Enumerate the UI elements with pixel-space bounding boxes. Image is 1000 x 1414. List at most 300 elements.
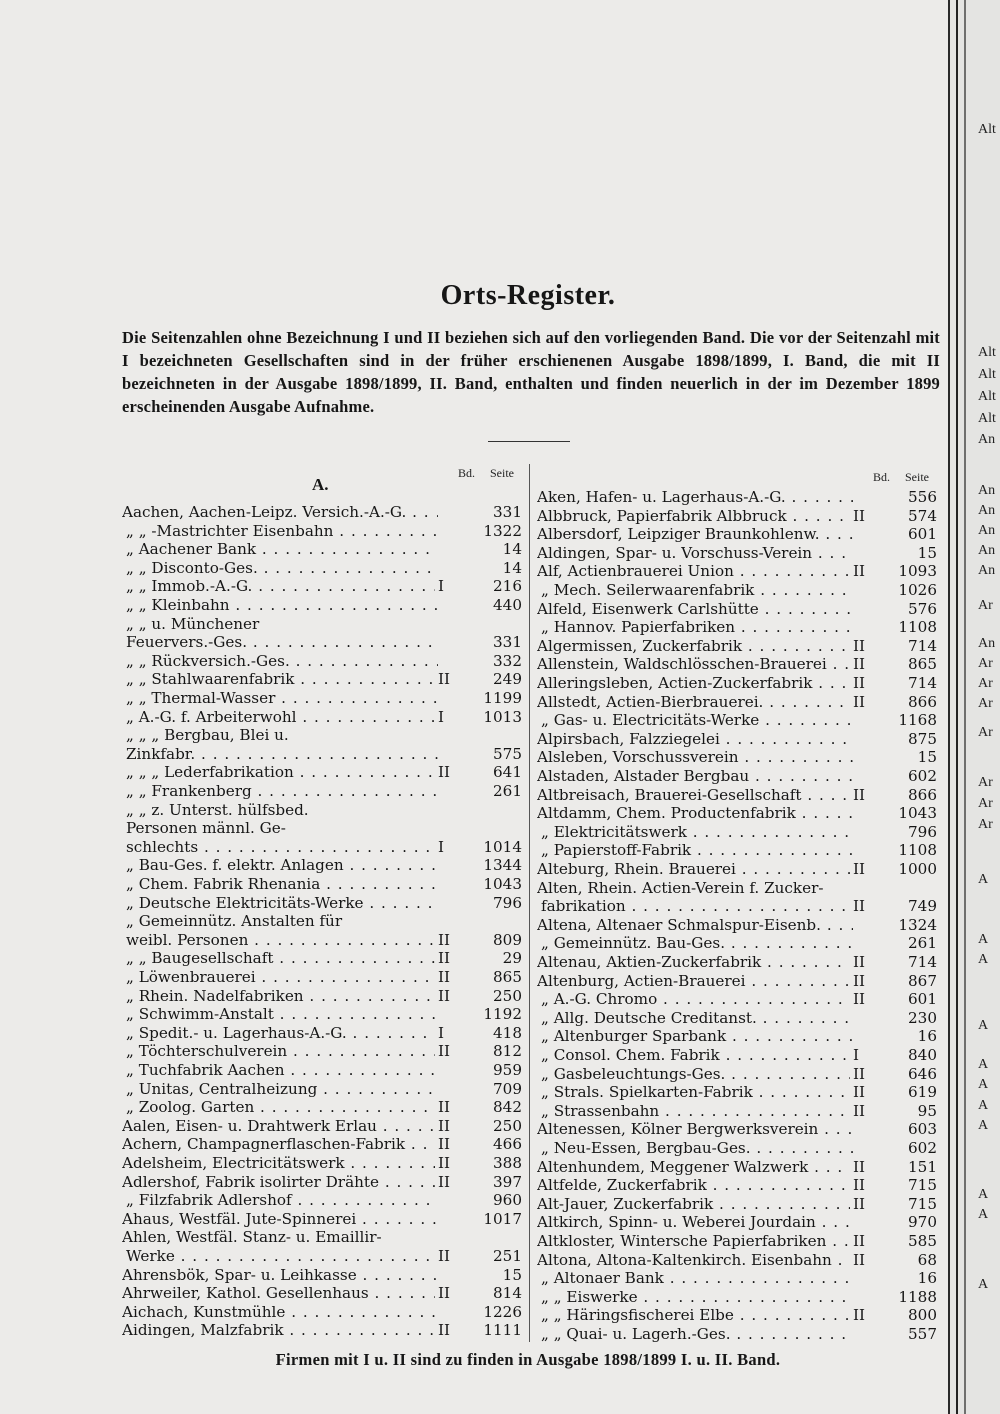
entry-page-number: 15 xyxy=(478,1266,522,1285)
entry-name xyxy=(122,1321,438,1340)
entry-volume: II xyxy=(435,1042,478,1061)
entry-volume: II xyxy=(850,1195,893,1214)
register-entry xyxy=(537,1213,937,1232)
entry-name xyxy=(537,674,853,693)
register-entry xyxy=(537,934,937,953)
register-entry xyxy=(122,1024,522,1043)
adjacent-page-fragment: A xyxy=(978,1018,989,1033)
register-entry xyxy=(537,1009,937,1028)
entry-volume: I xyxy=(435,1024,478,1043)
entry-name-text: „ „ Baugesellschaft xyxy=(126,949,274,968)
register-entry xyxy=(537,1139,937,1158)
entry-name-text: „ „ Stahlwaarenfabrik xyxy=(126,670,295,689)
entry-page-number: 714 xyxy=(893,637,937,656)
entry-volume: II xyxy=(850,972,893,991)
entry-volume: II xyxy=(435,1098,478,1117)
entry-name-text: „ Altonaer Bank xyxy=(541,1269,664,1288)
adjacent-page-rule xyxy=(964,0,966,1414)
adjacent-page-fragment: A xyxy=(978,1118,989,1133)
entry-page-number: 715 xyxy=(893,1195,937,1214)
entry-name-text: „ Spedit.- u. Lagerhaus-A.-G. xyxy=(126,1023,347,1042)
entry-name xyxy=(537,618,853,637)
entry-name-text: „ Strals. Spielkarten-Fabrik xyxy=(541,1083,753,1102)
entry-name-text: „ „ Thermal-Wasser xyxy=(126,689,276,707)
register-entry xyxy=(537,804,937,823)
entry-name-text: Alt-Jauer, Zuckerfabrik xyxy=(537,1194,714,1213)
entry-page-number: 556 xyxy=(893,488,937,507)
entry-name-text: „ Zoolog. Garten xyxy=(126,1098,255,1117)
entry-page-number: 261 xyxy=(478,782,522,801)
register-entry xyxy=(122,819,522,838)
register-entry xyxy=(537,823,937,842)
entry-page-number: 440 xyxy=(478,596,522,615)
entry-name xyxy=(537,711,853,730)
entry-name xyxy=(537,1046,853,1065)
adjacent-page-fragment: An xyxy=(978,503,996,518)
entry-name-text: Altona, Altona-Kaltenkirch. Eisenbahn xyxy=(537,1250,832,1269)
entry-page-number: 714 xyxy=(893,674,937,693)
entry-volume: II xyxy=(435,1321,478,1340)
entry-name-text: Aidingen, Malzfabrik xyxy=(122,1321,284,1340)
entry-page-number: 960 xyxy=(478,1191,522,1210)
adjacent-page-fragment: Alt xyxy=(978,411,996,426)
register-entry xyxy=(122,968,522,987)
entry-page-number: 1192 xyxy=(478,1005,522,1024)
entry-name-text: Alten, Rhein. Actien-Verein f. Zucker- xyxy=(537,878,824,897)
register-entry xyxy=(122,875,522,894)
entry-page-number: 1017 xyxy=(478,1210,522,1229)
entry-volume: II xyxy=(850,953,893,972)
register-entry xyxy=(122,670,522,689)
entry-page-number: 796 xyxy=(478,894,522,913)
register-entry xyxy=(537,1195,937,1214)
entry-volume: II xyxy=(850,562,893,581)
right-bd-header: Bd. xyxy=(873,470,891,484)
entry-name xyxy=(122,1191,438,1210)
entry-name xyxy=(537,804,853,823)
entry-name xyxy=(122,838,438,857)
entry-name-text: Altkloster, Wintersche Papierfabriken xyxy=(537,1232,827,1250)
entry-name-text: Adelsheim, Electricitätswerk xyxy=(122,1154,345,1172)
entry-page-number: 15 xyxy=(893,544,937,563)
entry-page-number: 800 xyxy=(893,1306,937,1325)
register-entry xyxy=(537,1065,937,1084)
adjacent-page-fragment: Ar xyxy=(978,817,993,832)
entry-name xyxy=(122,931,438,950)
entry-volume: II xyxy=(850,897,893,916)
entry-volume: II xyxy=(850,786,893,805)
entry-page-number: 646 xyxy=(893,1065,937,1084)
intro-paragraph: Die Seitenzahlen ohne Bezeichnung I und II beziehen sich auf den vorliegenden Band. Die vor der Seitenzahl mit I bezeichneten Gesellschaften sind in der früher erschienenen Ausgabe 1898/1899, I. Band, die mit II bezeichneten in der Ausgabe 1898/1899, II. Band, enthalten und finden neuerlich in der im Dezember 1899 erscheinenden Ausgabe Aufnahme. xyxy=(122,328,940,416)
adjacent-page-fragment: A xyxy=(978,1207,989,1222)
entry-volume: II xyxy=(435,931,478,950)
entry-page-number: 216 xyxy=(478,577,522,596)
register-entry xyxy=(537,525,937,544)
adjacent-page-edge xyxy=(950,0,1000,1414)
register-entry xyxy=(122,1005,522,1024)
register-entry xyxy=(122,522,522,541)
entry-name xyxy=(122,745,438,764)
entry-volume: II xyxy=(850,1176,893,1195)
entry-name-text: Alstaden, Alstader Bergbau xyxy=(537,767,750,785)
entry-name-text: Ahrweiler, Kathol. Gesellenhaus xyxy=(122,1284,369,1303)
entry-name-text: „ A.-G. Chromo xyxy=(541,990,658,1009)
entry-page-number: 585 xyxy=(893,1232,937,1251)
adjacent-page-fragment: A xyxy=(978,1098,989,1113)
entry-page-number: 867 xyxy=(893,972,937,991)
entry-page-number: 970 xyxy=(893,1213,937,1232)
entry-page-number: 397 xyxy=(478,1173,522,1192)
entry-page-number: 388 xyxy=(478,1154,522,1173)
entry-page-number: 14 xyxy=(478,540,522,559)
adjacent-page-fragment: A xyxy=(978,1077,989,1092)
register-entry xyxy=(122,856,522,875)
register-entry xyxy=(122,894,522,913)
entry-name-text: „ A.-G. f. Arbeiterwohl xyxy=(126,707,297,726)
entry-page-number: 251 xyxy=(478,1247,522,1266)
adjacent-page-fragment: An xyxy=(978,563,996,578)
entry-name xyxy=(537,897,853,916)
register-entry xyxy=(122,1173,522,1192)
entry-name xyxy=(122,819,438,838)
entry-name-text: Altenessen, Kölner Bergwerksverein xyxy=(537,1120,819,1139)
entry-name-text: Altenburg, Actien-Brauerei xyxy=(537,971,746,990)
entry-name-text: Adlershof, Fabrik isolirter Drähte xyxy=(122,1172,379,1191)
entry-name xyxy=(122,596,438,615)
register-entry xyxy=(122,1210,522,1229)
entry-name xyxy=(537,1195,853,1214)
register-entry xyxy=(537,860,937,879)
entry-name-text: Altdamm, Chem. Productenfabrik xyxy=(537,804,796,823)
entry-name-text: „ Löwenbrauerei xyxy=(126,968,256,986)
register-entry xyxy=(537,748,937,767)
entry-name xyxy=(122,522,438,541)
entry-volume: II xyxy=(435,1154,478,1173)
entry-name-text: Allstedt, Actien-Bierbrauerei. xyxy=(537,692,764,711)
entry-name-text: „ Unitas, Centralheizung xyxy=(126,1079,318,1098)
register-entry xyxy=(122,763,522,782)
entry-name xyxy=(122,949,438,968)
entry-page-number: 1108 xyxy=(893,618,937,637)
entry-name-text: Alleringsleben, Actien-Zuckerfabrik xyxy=(537,674,813,692)
entry-name xyxy=(122,968,438,987)
entry-name xyxy=(122,708,438,727)
register-entry xyxy=(537,562,937,581)
entry-name xyxy=(537,972,853,991)
entry-name xyxy=(122,782,438,801)
adjacent-page-fragment: A xyxy=(978,952,989,967)
adjacent-page-fragment: Alt xyxy=(978,122,996,137)
entry-page-number: 1199 xyxy=(478,689,522,708)
entry-name xyxy=(537,1158,853,1177)
entry-name xyxy=(122,1080,438,1099)
register-entry xyxy=(537,637,937,656)
entry-name xyxy=(122,1266,438,1285)
entry-page-number: 840 xyxy=(893,1046,937,1065)
entry-page-number: 1043 xyxy=(478,875,522,894)
entry-page-number: 875 xyxy=(893,730,937,749)
entry-name-text: „ „ Häringsfischerei Elbe xyxy=(541,1306,734,1325)
entry-volume: II xyxy=(435,949,478,968)
entry-name-text: „ Gemeinnütz. Anstalten für xyxy=(126,912,343,931)
entry-name xyxy=(537,507,853,526)
entry-name-text: Alpirsbach, Falzziegelei xyxy=(537,729,720,748)
entry-name-text: Altena, Altenaer Schmalspur-Eisenb. xyxy=(537,915,821,934)
entry-page-number: 250 xyxy=(478,987,522,1006)
entry-page-number: 15 xyxy=(893,748,937,767)
entry-name-text: „ Mech. Seilerwaarenfabrik xyxy=(541,581,755,599)
register-entry xyxy=(537,1251,937,1270)
register-entry xyxy=(537,1325,937,1344)
register-entry xyxy=(537,674,937,693)
page-title: Orts-Register. xyxy=(440,280,616,311)
register-entry xyxy=(122,1154,522,1173)
adjacent-page-fragment: A xyxy=(978,932,989,947)
entry-name-text: „ „ Eiswerke xyxy=(541,1287,638,1306)
register-entry xyxy=(537,897,937,916)
entry-page-number: 1014 xyxy=(478,838,522,857)
entry-name xyxy=(537,990,853,1009)
entry-name-text: „ Neu-Essen, Bergbau-Ges. xyxy=(541,1139,751,1157)
entry-page-number: 331 xyxy=(478,503,522,522)
entry-name-text: „ Elektricitätswerk xyxy=(541,822,687,841)
entry-page-number: 249 xyxy=(478,670,522,689)
entry-volume: II xyxy=(850,674,893,693)
entry-name xyxy=(537,767,853,786)
adjacent-page-fragment: Ar xyxy=(978,725,993,740)
entry-name-text: „ Papierstoff-Fabrik xyxy=(541,841,692,860)
register-entry xyxy=(537,1288,937,1307)
entry-page-number: 603 xyxy=(893,1120,937,1139)
entry-page-number: 68 xyxy=(893,1251,937,1270)
entry-page-number: 866 xyxy=(893,693,937,712)
adjacent-page-fragment: Alt xyxy=(978,345,996,360)
entry-name xyxy=(537,1269,853,1288)
register-entry xyxy=(122,1117,522,1136)
entry-name xyxy=(537,655,853,674)
entry-name xyxy=(537,1139,853,1158)
entry-name-text: Ahaus, Westfäl. Jute-Spinnerei xyxy=(122,1209,357,1228)
register-entry xyxy=(122,633,522,652)
register-entry xyxy=(122,745,522,764)
entry-page-number: 1111 xyxy=(478,1321,522,1340)
entry-name xyxy=(122,633,438,652)
entry-name xyxy=(122,1303,438,1322)
entry-name-text: „ Schwimm-Anstalt xyxy=(126,1005,274,1024)
entry-name xyxy=(122,1005,438,1024)
entry-name-text: „ Strassenbahn xyxy=(541,1101,660,1120)
entry-name-text: Altkirch, Spinn- u. Weberei Jourdain xyxy=(537,1213,816,1232)
entry-name xyxy=(122,503,438,522)
entry-page-number: 14 xyxy=(478,559,522,578)
entry-name xyxy=(537,1120,853,1139)
register-entry xyxy=(537,600,937,619)
entry-name xyxy=(122,1042,438,1061)
entry-page-number: 641 xyxy=(478,763,522,782)
adjacent-page-fragment: Ar xyxy=(978,696,993,711)
entry-page-number: 842 xyxy=(478,1098,522,1117)
entry-page-number: 812 xyxy=(478,1042,522,1061)
entry-name-text: „ Deutsche Elektricitäts-Werke xyxy=(126,893,364,912)
entry-volume: II xyxy=(850,507,893,526)
entry-page-number: 602 xyxy=(893,1139,937,1158)
adjacent-page-fragment: Ar xyxy=(978,598,993,613)
entry-name-text: Alf, Actienbrauerei Union xyxy=(537,562,734,581)
entry-name xyxy=(122,1117,438,1136)
register-entry xyxy=(122,931,522,950)
entry-name-text: schlechts xyxy=(126,837,199,856)
entry-name xyxy=(122,726,438,745)
entry-name xyxy=(122,1024,438,1043)
entry-name-text: Zinkfabr. xyxy=(126,744,196,763)
register-entry xyxy=(122,652,522,671)
entry-name-text: weibl. Personen xyxy=(126,930,249,949)
entry-name xyxy=(537,600,853,619)
entry-name xyxy=(537,916,853,935)
entry-volume: II xyxy=(435,1284,478,1303)
adjacent-page-fragment: Ar xyxy=(978,796,993,811)
register-entry xyxy=(537,1176,937,1195)
register-entry xyxy=(537,841,937,860)
register-entry xyxy=(122,503,522,522)
register-entry xyxy=(537,916,937,935)
entry-name-text: Altbreisach, Brauerei-Gesellschaft xyxy=(537,785,802,804)
register-entry xyxy=(537,972,937,991)
register-entry xyxy=(122,1080,522,1099)
register-entry xyxy=(122,577,522,596)
entry-name xyxy=(122,1098,438,1117)
entry-volume: I xyxy=(435,838,478,857)
register-entry xyxy=(537,730,937,749)
entry-name xyxy=(537,1288,853,1307)
entry-page-number: 1226 xyxy=(478,1303,522,1322)
entry-name xyxy=(122,801,438,820)
entry-name xyxy=(537,637,853,656)
entry-name-text: „ Tuchfabrik Aachen xyxy=(126,1061,285,1079)
entry-name xyxy=(122,540,438,559)
entry-name xyxy=(537,860,853,879)
entry-name-text: „ Aachener Bank xyxy=(126,540,257,559)
entry-name xyxy=(122,1284,438,1303)
entry-page-number: 602 xyxy=(893,767,937,786)
left-bd-header: Bd. xyxy=(458,466,476,480)
register-entry xyxy=(122,1284,522,1303)
entry-page-number: 866 xyxy=(893,786,937,805)
entry-name-text: „ „ Frankenberg xyxy=(126,782,252,800)
entry-name xyxy=(122,652,438,671)
entry-name-text: „ Altenburger Sparbank xyxy=(541,1027,727,1046)
register-entry xyxy=(537,507,937,526)
entry-name xyxy=(122,1210,438,1229)
entry-page-number: 576 xyxy=(893,600,937,619)
title-separator xyxy=(488,441,570,442)
entry-page-number: 619 xyxy=(893,1083,937,1102)
entry-name xyxy=(537,1065,853,1084)
entry-name xyxy=(537,730,853,749)
entry-page-number: 715 xyxy=(893,1176,937,1195)
register-entry xyxy=(122,540,522,559)
entry-page-number: 418 xyxy=(478,1024,522,1043)
entry-page-number: 601 xyxy=(893,990,937,1009)
entry-volume: II xyxy=(850,1083,893,1102)
entry-volume: II xyxy=(850,1232,893,1251)
entry-name-text: Ahrensbök, Spar- u. Leihkasse xyxy=(122,1265,357,1284)
entry-name xyxy=(537,1176,853,1195)
entry-name xyxy=(537,1251,853,1270)
register-entry xyxy=(122,987,522,1006)
entry-volume: I xyxy=(435,577,478,596)
entry-volume: II xyxy=(435,1135,478,1154)
entry-name xyxy=(122,856,438,875)
register-entry xyxy=(537,1027,937,1046)
entry-name xyxy=(122,1247,438,1266)
entry-name-text: Algermissen, Zuckerfabrik xyxy=(537,636,743,655)
right-seite-header: Seite xyxy=(905,470,929,484)
entry-name xyxy=(537,748,853,767)
entry-name-text: „ „ Immob.-A.-G. xyxy=(126,577,253,596)
entry-name xyxy=(537,879,853,898)
register-entry xyxy=(537,581,937,600)
entry-name xyxy=(122,875,438,894)
entry-name xyxy=(537,1027,853,1046)
entry-page-number: 865 xyxy=(893,655,937,674)
register-entry xyxy=(122,1247,522,1266)
entry-name-text: Personen männl. Ge- xyxy=(126,819,286,838)
entry-volume: II xyxy=(435,968,478,987)
register-entry xyxy=(537,711,937,730)
entry-page-number: 230 xyxy=(893,1009,937,1028)
register-entry xyxy=(537,879,937,898)
entry-page-number: 796 xyxy=(893,823,937,842)
register-entry xyxy=(122,689,522,708)
entry-name xyxy=(122,615,438,634)
entry-volume: II xyxy=(850,1158,893,1177)
entry-page-number: 1108 xyxy=(893,841,937,860)
section-letter: A. xyxy=(312,475,329,494)
register-entry xyxy=(122,1061,522,1080)
register-entry xyxy=(122,615,522,634)
entry-name-text: „ Bau-Ges. f. elektr. Anlagen xyxy=(126,856,344,875)
entry-name xyxy=(537,841,853,860)
adjacent-page-fragment: A xyxy=(978,1187,989,1202)
entry-page-number: 749 xyxy=(893,897,937,916)
adjacent-page-fragment: An xyxy=(978,543,996,558)
entry-page-number: 575 xyxy=(478,745,522,764)
adjacent-page-rule xyxy=(956,0,958,1414)
entry-page-number: 714 xyxy=(893,953,937,972)
entry-name xyxy=(537,1102,853,1121)
entry-name xyxy=(537,1325,853,1344)
entry-name-text: „ Filzfabrik Adlershof xyxy=(126,1191,292,1210)
entry-page-number: 1026 xyxy=(893,581,937,600)
register-entry xyxy=(122,596,522,615)
entry-volume: II xyxy=(850,1102,893,1121)
entry-name-text: fabrikation xyxy=(541,897,626,916)
entry-page-number: 1322 xyxy=(478,522,522,541)
entry-name-text: „ „ Disconto-Ges. xyxy=(126,558,258,577)
entry-name xyxy=(537,786,853,805)
register-entry xyxy=(122,1228,522,1247)
adjacent-page-fragment: Alt xyxy=(978,367,996,382)
register-entry xyxy=(537,1306,937,1325)
entry-name xyxy=(122,1061,438,1080)
entry-volume: II xyxy=(850,655,893,674)
entry-page-number: 959 xyxy=(478,1061,522,1080)
entry-page-number: 16 xyxy=(893,1027,937,1046)
register-entry xyxy=(122,782,522,801)
register-entry xyxy=(537,767,937,786)
entry-name-text: „ Töchterschulverein xyxy=(126,1042,288,1061)
